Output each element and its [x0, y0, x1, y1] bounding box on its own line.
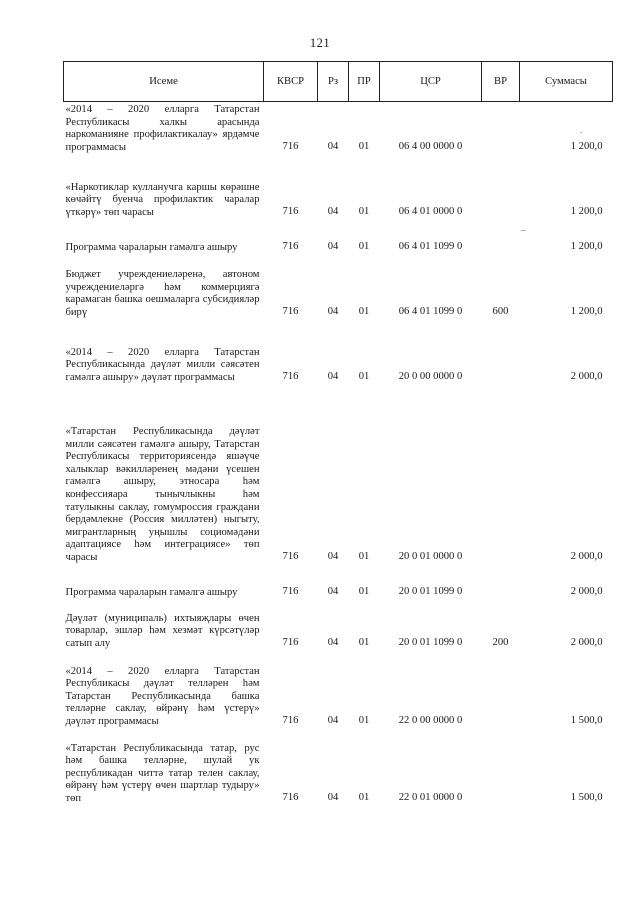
row-csr: 20 0 00 0000 0: [398, 370, 463, 382]
row-pr: 01: [358, 240, 370, 252]
row-kvsr: 716: [282, 791, 299, 803]
row-pr: 01: [358, 205, 370, 217]
row-rz: 04: [327, 550, 339, 562]
row-sum: 2 000,0: [570, 636, 603, 648]
row-vr: [482, 732, 520, 809]
row-sum: 2 000,0: [570, 550, 603, 562]
header-kvsr: КВСР: [264, 62, 318, 102]
row-name: Дәүләт (муниципаль) ихтыяҗлары өчен товарлар, эшләр һәм хезмәт күрсәтүләр сатып алу: [65, 612, 260, 649]
row-pr: 01: [358, 550, 370, 562]
row-rz: 04: [327, 140, 339, 152]
row-name: «Татарстан Республикасында дәүләт милли сәясәтен гамәлгә ашыру, Татарстан Республикасы территориясендә яшәүче халыклар вәкилләренең мәдәни үсешен гамәлгә ашыру, этносара һәм конфессияара тынычлыкны һәм татулыкны саклау, гомумроссия граждани бердәмлекне (Россия милләтен) ныгыту, мигрантларның уңышлы социомәдәни адаптациясе һәм интеграциясе» төп чарасы: [65, 425, 260, 563]
row-sum: 1 200,0: [570, 240, 603, 252]
header-rz: Рз: [318, 62, 349, 102]
row-kvsr: 716: [282, 240, 299, 252]
table-row: [64, 323, 613, 388]
row-pr: 01: [358, 140, 370, 152]
row-sum: 1 200,0: [570, 140, 603, 152]
row-vr: 600: [492, 305, 509, 317]
table-row: [64, 568, 613, 603]
row-csr: 22 0 00 0000 0: [398, 714, 463, 726]
row-vr: [482, 223, 520, 258]
row-sum: 1 200,0: [570, 305, 603, 317]
row-name: «Татарстан Республикасында татар, рус һәм башка телләрне, шулай ук республикадан читтә татар телен саклау, өйрәнү һәм үстерү өчен шартлар тудыру» төп: [65, 742, 260, 804]
table-row: [64, 102, 613, 158]
row-pr: 01: [358, 714, 370, 726]
page-number: 121: [309, 36, 331, 50]
row-rz: 04: [327, 205, 339, 217]
budget-table: [63, 61, 613, 809]
table-row: [64, 158, 613, 223]
row-kvsr: 716: [282, 550, 299, 562]
scan-speck: .: [580, 125, 583, 135]
row-pr: 01: [358, 636, 370, 648]
row-sum: 1 200,0: [570, 205, 603, 217]
row-kvsr: 716: [282, 305, 299, 317]
row-name: «2014 – 2020 елларга Татарстан Республикасы халкы арасында наркоманияне профилактикалау» ярдәмче программасы: [65, 104, 260, 153]
row-pr: 01: [358, 370, 370, 382]
row-kvsr: 716: [282, 205, 299, 217]
row-rz: 04: [327, 585, 339, 597]
row-kvsr: 716: [282, 585, 299, 597]
row-vr: [482, 388, 520, 568]
header-pr: ПР: [349, 62, 380, 102]
header-name: Исеме: [64, 62, 264, 102]
row-rz: 04: [327, 636, 339, 648]
row-name: Программа чараларын гамәлгә ашыру: [65, 241, 238, 253]
row-vr: [482, 654, 520, 732]
row-csr: 06 4 00 0000 0: [398, 140, 463, 152]
row-name: «2014 – 2020 елларга Татарстан Республикасында дәүләт милли сәясәтен гамәлгә ашыру» дәүләт программасы: [65, 346, 260, 383]
row-rz: 04: [327, 370, 339, 382]
row-rz: 04: [327, 240, 339, 252]
row-kvsr: 716: [282, 636, 299, 648]
row-csr: 20 0 01 0000 0: [398, 550, 463, 562]
row-csr: 20 0 01 1099 0: [398, 636, 463, 648]
row-sum: 1 500,0: [570, 714, 603, 726]
table-row: [64, 603, 613, 654]
row-vr: [482, 102, 520, 158]
row-kvsr: 716: [282, 140, 299, 152]
row-csr: 20 0 01 1099 0: [398, 585, 463, 597]
row-vr: [482, 323, 520, 388]
header-vr: ВР: [482, 62, 520, 102]
row-name: Бюджет учреждениеләренә, автоном учреждениеләргә һәм коммерциягә карамаган башка оешмаларга субсидияләр бирү: [65, 269, 260, 318]
row-rz: 04: [327, 791, 339, 803]
header-csr: ЦСР: [380, 62, 482, 102]
row-rz: 04: [327, 714, 339, 726]
row-name: «2014 – 2020 елларга Татарстан Республикасы дәүләт телләрен һәм Татарстан Республикасында башка телләрне саклау, өйрәнү һәм үстерү» дәүләт программасы: [65, 665, 260, 727]
row-pr: 01: [358, 305, 370, 317]
row-csr: 06 4 01 0000 0: [398, 205, 463, 217]
table-header-row: [64, 62, 613, 102]
row-csr: 06 4 01 1099 0: [398, 240, 463, 252]
table-row: [64, 732, 613, 809]
row-kvsr: 716: [282, 714, 299, 726]
row-csr: 22 0 01 0000 0: [398, 791, 463, 803]
row-rz: 04: [327, 305, 339, 317]
header-sum: Суммасы: [520, 62, 613, 102]
row-sum: 2 000,0: [570, 585, 603, 597]
row-sum: 1 500,0: [570, 791, 603, 803]
row-vr: [482, 158, 520, 223]
row-vr: 200: [492, 636, 509, 648]
row-pr: 01: [358, 585, 370, 597]
row-sum: 2 000,0: [570, 370, 603, 382]
table-row: [64, 654, 613, 732]
row-name: «Наркотиклар кулланучга каршы көрәшне көчәйтү буенча профилактик чаралар үткәрү» төп чарасы: [65, 181, 260, 218]
row-vr: [482, 568, 520, 603]
row-csr: 06 4 01 1099 0: [398, 305, 463, 317]
table-row: [64, 258, 613, 323]
row-pr: 01: [358, 791, 370, 803]
table-row: [64, 223, 613, 258]
row-kvsr: 716: [282, 370, 299, 382]
row-name: Программа чараларын гамәлгә ашыру: [65, 586, 238, 598]
scan-speck: –: [521, 225, 526, 235]
table-row: [64, 388, 613, 568]
